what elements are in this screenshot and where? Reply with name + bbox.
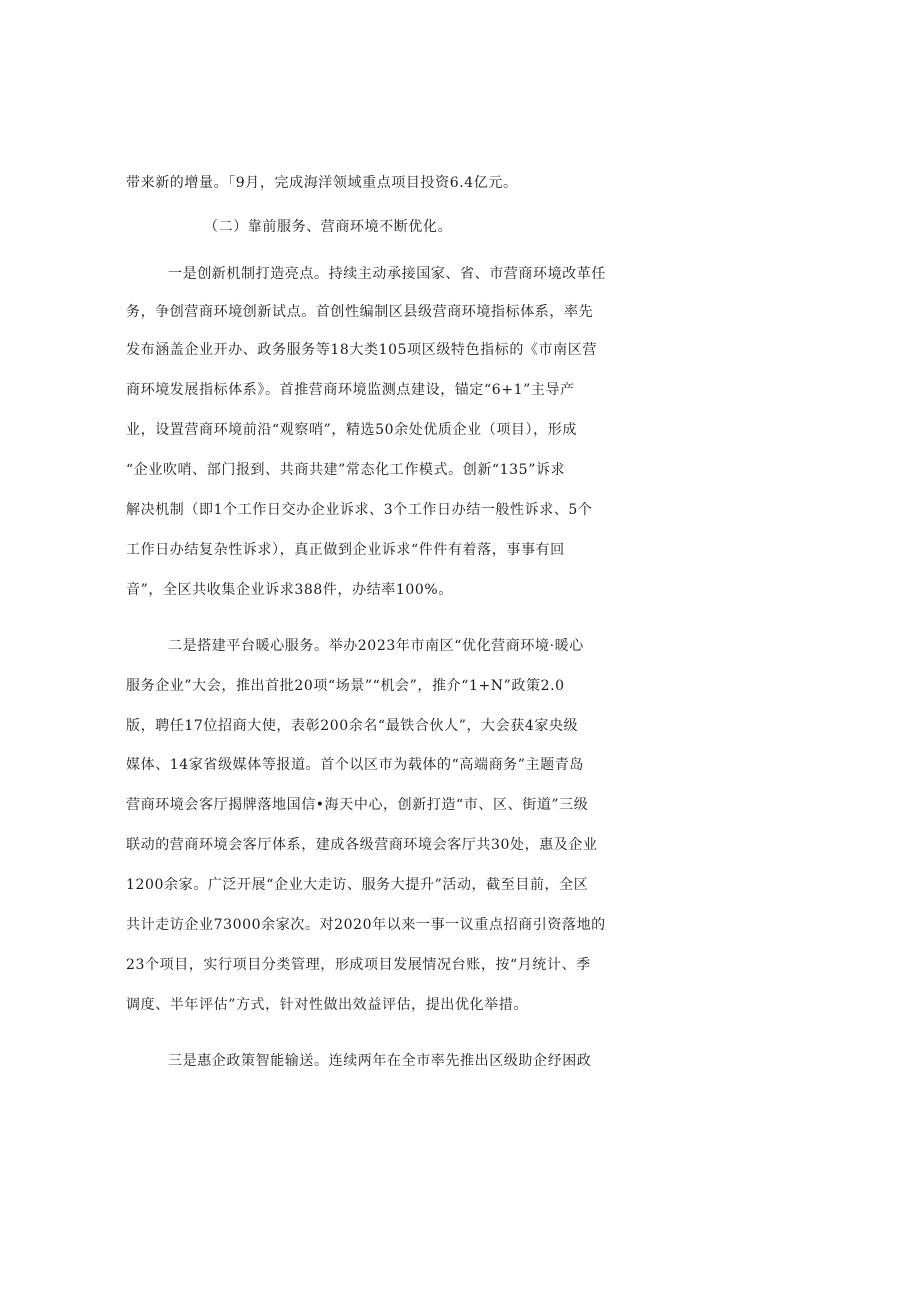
text-line: 业，设置营商环境前沿“观察哨”，精选50余处优质企业（项目），形成: [126, 422, 577, 438]
text-line: 媒体、14家省级媒体等报道。首个以区市为载体的“高端商务”主题青岛: [126, 757, 584, 773]
text-line: 共计走访企业73000余家次。对2020年以来一事一议重点招商引资落地的: [126, 917, 606, 933]
text-line: 调度、半年评估”方式，针对性做出效益评估，提出优化举措。: [126, 997, 528, 1013]
text-line: 版，聘任17位招商大使，表彰200余名“最铁合伙人”，大会获4家央级: [126, 718, 579, 734]
text-line: 解决机制（即1个工作日交办企业诉求、3个工作日办结一般性诉求、5个: [126, 502, 593, 518]
text-line: 商环境发展指标体系》。首推营商环境监测点建设，锚定“6+1”主导产: [126, 382, 575, 398]
text-line: 工作日办结复杂性诉求），真正做到企业诉求“件件有着落，事事有回: [126, 542, 565, 558]
paragraph-first-line: 一是创新机制打造亮点。持续主动承接国家、省、市营商环境改革任: [168, 266, 606, 282]
text-line: 1200余家。广泛开展“企业大走访、服务大提升”活动，截至目前，全区: [126, 877, 589, 893]
text-line: 务，争创营商环境创新试点。首创性编制区县级营商环境指标体系，率先: [126, 304, 594, 320]
paragraph-first-line: 三是惠企政策智能输送。连续两年在全市率先推出区级助企纾困政: [168, 1053, 592, 1069]
text-line: 23个项目，实行项目分类管理，形成项目发展情况台账，按“月统计、季: [126, 957, 591, 973]
text-line: 营商环境会客厅揭牌落地国信•海天中心，创新打造“市、区、街道”三级: [126, 797, 589, 813]
paragraph-first-line: 二是搭建平台暖心服务。举办2023年市南区“优化营商环境·暖心: [168, 638, 584, 654]
text-line: 带来新的增量。「9月，完成海洋领域重点项目投资6.4亿元。: [126, 175, 518, 191]
text-line: “企业吹哨、部门报到、共商共建”常态化工作模式。创新“135”诉求: [126, 462, 566, 478]
text-line: 联动的营商环境会客厅体系，建成各级营商环境会客厅共30处，惠及企业: [126, 837, 598, 853]
section-heading: （二）靠前服务、营商环境不断优化。: [204, 219, 453, 235]
text-line: 发布涵盖企业开办、政务服务等18大类105项区级特色指标的《市南区营: [126, 342, 597, 358]
text-line: 服务企业”大会，推出首批20项“场景”“机会”，推介“1+N”政策2.0: [126, 678, 565, 694]
text-line: 音”，全区共收集企业诉求388件，办结率100%。: [126, 582, 453, 598]
